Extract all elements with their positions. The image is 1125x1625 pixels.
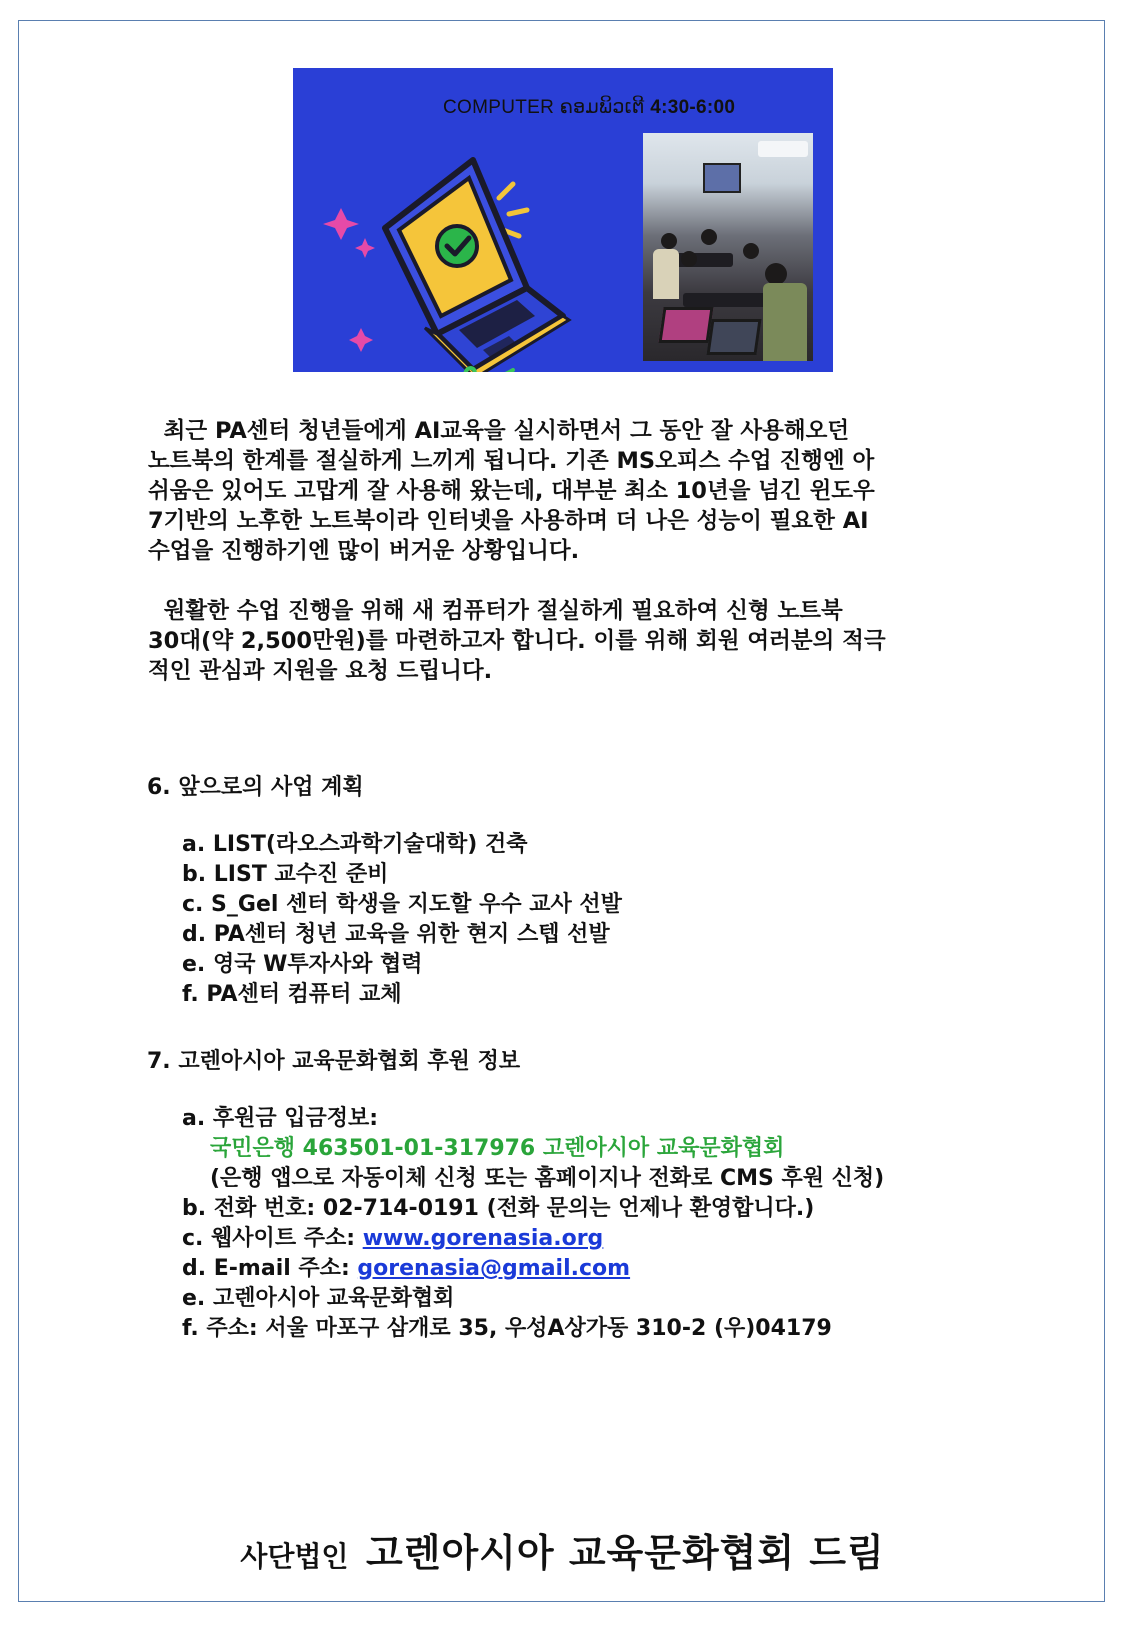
- footer-org-name: 고렌아시아 교육문화협회 드림: [366, 1531, 885, 1575]
- bank-account-info: 국민은행 463501-01-317976 고렌아시아 교육문화협회: [210, 1136, 785, 1161]
- swirl-arrow-icon: [423, 368, 513, 372]
- business-plan-list: [182, 830, 622, 1010]
- list-item: f. PA센터 컴퓨터 교체: [182, 982, 402, 1007]
- section-6-heading: 6. 앞으로의 사업 계획: [147, 775, 364, 800]
- sponsorship-info-list: [182, 1104, 884, 1344]
- intro-line: 7기반의 노후한 노트북이라 인터넷을 사용하며 더 나은 성능이 필요한 AI: [148, 508, 869, 534]
- intro-paragraph-1: [148, 416, 978, 566]
- computer-class-banner: [293, 68, 833, 372]
- banner-title-text: COMPUTER ຄອມພິວເຕີ: [443, 97, 645, 118]
- donation-label: a. 후원금 입금정보:: [182, 1106, 379, 1131]
- laptop-illustration: [313, 138, 643, 372]
- footer-prefix: 사단법인: [240, 1540, 349, 1573]
- website-link[interactable]: www.gorenasia.org: [362, 1226, 604, 1251]
- website-info: [182, 1224, 884, 1254]
- list-item: d. PA센터 청년 교육을 위한 현지 스텝 선발: [182, 922, 610, 947]
- list-item: b. LIST 교수진 준비: [182, 862, 389, 887]
- list-item: e. 영국 W투자사와 협력: [182, 952, 423, 977]
- intro-line: 30대(약 2,500만원)를 마련하고자 합니다. 이를 위해 회원 여러분의 적극: [148, 628, 886, 654]
- intro-line: 적인 관심과 지원을 요청 드립니다.: [148, 658, 493, 684]
- email-label: d. E-mail 주소:: [182, 1256, 358, 1281]
- section-7-heading: 7. 고렌아시아 교육문화협회 후원 정보: [147, 1049, 521, 1074]
- classroom-photo: [643, 133, 813, 361]
- website-label: c. 웹사이트 주소:: [182, 1226, 363, 1251]
- intro-line: 원활한 수업 진행을 위해 새 컴퓨터가 절실하게 필요하여 신형 노트북: [148, 598, 843, 624]
- intro-line: 수업을 진행하기엔 많이 버거운 상황입니다.: [148, 538, 580, 564]
- banner-time: 4:30-6:00: [650, 97, 736, 118]
- bank-note: (은행 앱으로 자동이체 신청 또는 홈페이지나 전화로 CMS 후원 신청): [210, 1166, 885, 1191]
- intro-line: 노트북의 한계를 절실하게 느끼게 됩니다. 기존 MS오피스 수업 진행엔 아: [148, 448, 875, 474]
- laptop-icon: [385, 160, 569, 372]
- intro-line: 쉬움은 있어도 고맙게 잘 사용해 왔는데, 대부분 최소 10년을 넘긴 윈도우: [148, 478, 875, 504]
- banner-title: [443, 96, 735, 119]
- email-link[interactable]: gorenasia@gmail.com: [357, 1256, 631, 1281]
- phone-info: b. 전화 번호: 02-714-0191 (전화 문의는 언제나 환영합니다.): [182, 1196, 815, 1221]
- list-item: c. S_Gel 센터 학생을 지도할 우수 교사 선발: [182, 892, 622, 917]
- email-info: [182, 1254, 884, 1284]
- organization-name: e. 고렌아시아 교육문화협회: [182, 1286, 455, 1311]
- list-item: a. LIST(라오스과학기술대학) 건축: [182, 832, 528, 857]
- intro-line: 최근 PA센터 청년들에게 AI교육을 실시하면서 그 동안 잘 사용해오던: [148, 418, 850, 444]
- intro-paragraph-2: [148, 596, 978, 686]
- address-info: f. 주소: 서울 마포구 삼개로 35, 우성A상가동 310-2 (우)04179: [182, 1316, 832, 1341]
- footer-signature: [0, 1522, 1125, 1577]
